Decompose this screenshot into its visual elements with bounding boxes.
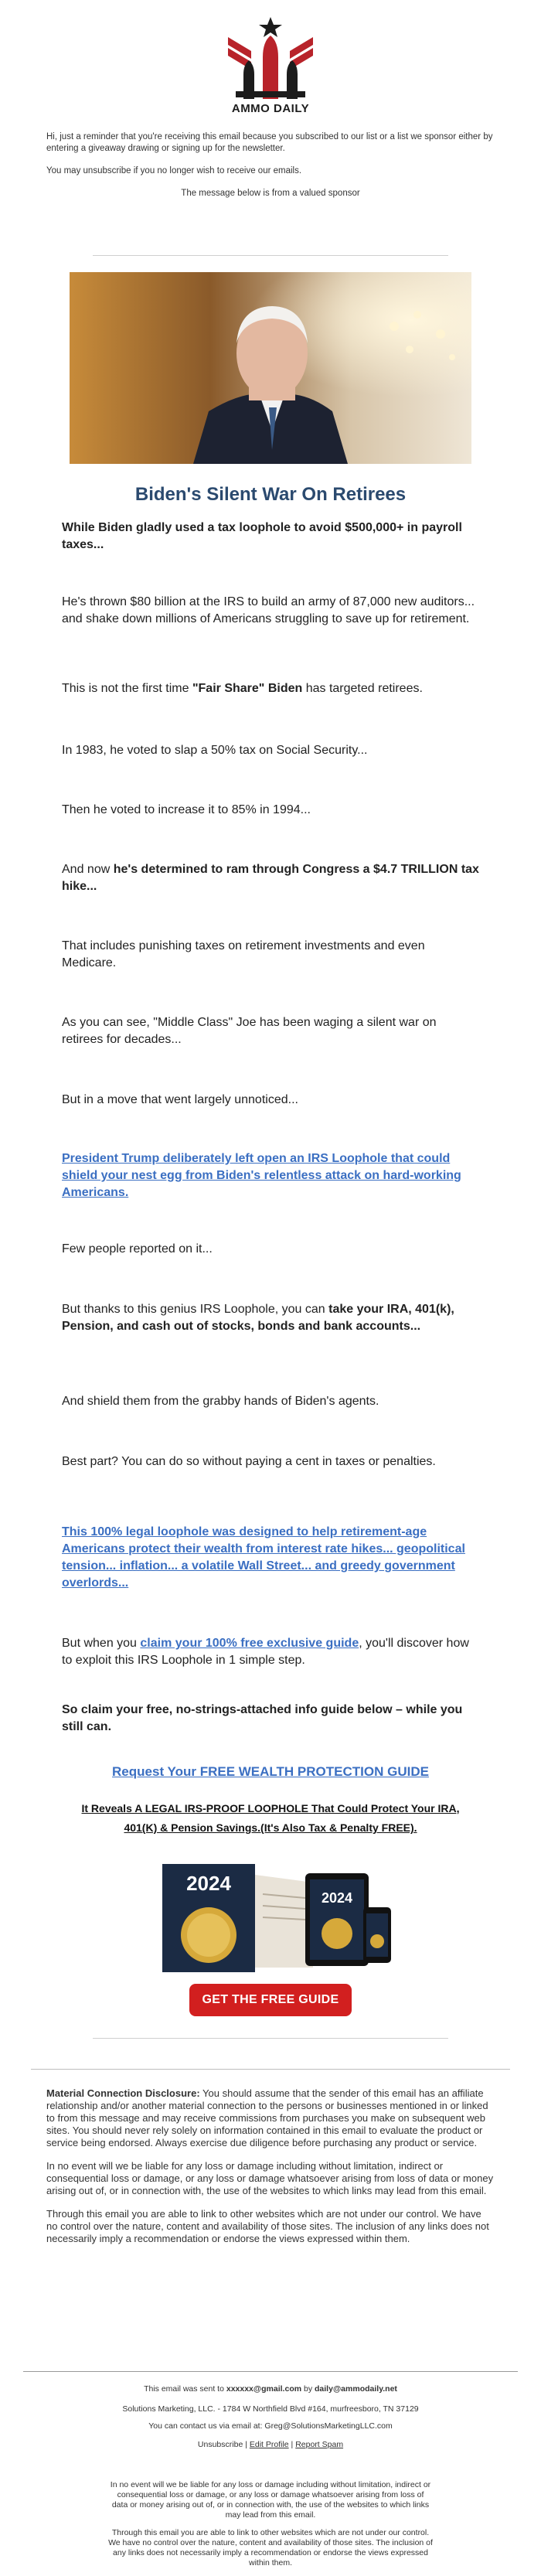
unsubscribe-note: You may unsubscribe if you no longer wish to receive our emails.	[46, 166, 302, 175]
divider	[93, 255, 448, 256]
guide-year-label: 2024	[186, 1872, 231, 1895]
disclosure-section	[46, 2087, 495, 2256]
paragraph-10	[62, 1150, 479, 1201]
edit-profile-link[interactable]: Edit Profile	[249, 2440, 289, 2449]
ammo-daily-logo-icon	[220, 14, 321, 105]
legal-loophole-link[interactable]: This 100% legal loophole was designed to help retirement-age Americans protect their wealth from interest rate hikes... geopolitical tension... inflation... a volatile Wall Street... and greedy government overlords...	[62, 1525, 465, 1590]
paragraph-7: That includes punishing taxes on retirement investments and even Medicare.	[62, 939, 425, 969]
paragraph-6: And now he's determined to ram through Congress a $4.7 TRILLION tax hike...	[62, 863, 479, 893]
liability-disclaimer: In no event will we be liable for any loss or damage including without limitation, indirect or consequential loss or damage, or any loss or damage whatsoever arising from loss of data or money arising out of, or in connection with, the use of the websites to which links may lead from this email.	[46, 2160, 494, 2196]
footer-disclaimers	[108, 2480, 433, 2576]
trump-loophole-link[interactable]: President Trump deliberately left open an IRS Loophole that could shield your nest egg from Biden's relentless attack on hard-working Americans.	[62, 1152, 461, 1199]
divider	[23, 2371, 518, 2372]
paragraph-8: As you can see, "Middle Class" Joe has been waging a silent war on retirees for decades...	[62, 1016, 437, 1046]
header-logo	[0, 0, 541, 131]
footer-links-disclaimer: Through this email you are able to link to other websites which are not under our control. We have no control over the nature, content and availability of those sites. The inclusion of any links does not necessarily imply a recommendation or endorse the views expressed within them.	[108, 2528, 433, 2567]
claim-guide-link[interactable]: claim your 100% free exclusive guide	[140, 1637, 359, 1650]
paragraph-11: Few people reported on it...	[62, 1242, 213, 1256]
material-connection-disclosure: Material Connection Disclosure: You should assume that the sender of this email has an affiliate relationship and/or another material connection to the persons or businesses mentioned in or linked to from this message and may receive commissions from purchases you make on subsequent web sites. You should never rely solely on information contained in this email to evaluate the product or service being endorsed. Always exercise due diligence before purchasing any product or service.	[46, 2087, 488, 2148]
cta-request-guide-link[interactable]: Request Your FREE WEALTH PROTECTION GUIDE	[112, 1764, 429, 1779]
recipient-email: xxxxxx@gmail.com	[226, 2384, 302, 2394]
sponsor-note: The message below is from a valued sponsor	[181, 189, 360, 198]
divider	[31, 2069, 510, 2070]
sender-email: daily@ammodaily.net	[315, 2384, 397, 2394]
footer-contact: You can contact us via email at: Greg@SolutionsMarketingLLC.com	[148, 2421, 393, 2431]
cta-loophole-subtitle-link[interactable]: It Reveals A LEGAL IRS-PROOF LOOPHOLE That Could Protect Your IRA, 401(K) & Pension Savings.(It's Also Tax & Penalty FREE).	[81, 1802, 460, 1834]
report-spam-link[interactable]: Report Spam	[295, 2440, 344, 2449]
paragraph-15	[62, 1524, 479, 1592]
hero-photo[interactable]	[70, 272, 471, 464]
paragraph-12: But thanks to this genius IRS Loophole, you can take your IRA, 401(k), Pension, and cash out of stocks, bonds and bank accounts...	[62, 1303, 454, 1333]
article-headline: Biden's Silent War On Retirees	[134, 484, 407, 505]
paragraph-17: So claim your free, no-strings-attached info guide below – while you still can.	[62, 1703, 463, 1733]
unsubscribe-link[interactable]: Unsubscribe |	[197, 2440, 250, 2449]
paragraph-13: And shield them from the grabby hands of Biden's agents.	[62, 1395, 379, 1408]
subscription-reminder: Hi, just a reminder that you're receiving this email because you subscribed to our list or a list we sponsor either by entering a giveaway drawing or signing up for the newsletter.	[46, 132, 493, 153]
intro-notice	[0, 131, 541, 199]
footer-address: Solutions Marketing, LLC. - 1784 W Northfield Blvd #164, murfreesboro, TN 37129	[122, 2404, 419, 2414]
external-links-disclaimer: Through this email you are able to link to other websites which are not under our control. We have no control over the nature, content and availability of those sites. The inclusion of any links does not necessarily imply a recommendation or endorse the views expressed within them.	[46, 2208, 489, 2244]
tablet-guide-year: 2024	[321, 1890, 353, 1906]
paragraph-9: But in a move that went largely unnoticed...	[62, 1093, 298, 1106]
paragraph-14: Best part? You can do so without paying a cent in taxes or penalties.	[62, 1455, 436, 1468]
guide-product-image[interactable]	[147, 1859, 394, 1975]
logo-wordmark: AMMO DAILY	[231, 102, 310, 115]
get-free-guide-button[interactable]: GET THE FREE GUIDE	[189, 1984, 352, 2016]
divider	[93, 2038, 448, 2039]
footer-liability: In no event will we be liable for any loss or damage including without limitation, indirect or consequential loss or damage, or any loss or damage whatsoever arising from loss of data or money arising out of, or in connection with, the use of the websites to which links may lead from this email.	[110, 2480, 431, 2520]
paragraph-2: He's thrown $80 billion at the IRS to build an army of 87,000 new auditors... and shake down millions of Americans struggling to save up for retirement.	[62, 595, 475, 625]
footer-sent-to: This email was sent to xxxxxx@gmail.com by daily@ammodaily.net	[144, 2384, 397, 2394]
paragraph-16: But when you claim your 100% free exclusive guide, you'll discover how to exploit this IRS Loophole in 1 simple step.	[62, 1637, 469, 1667]
footer-links: Unsubscribe | Edit Profile | Report Spam	[197, 2440, 344, 2449]
paragraph-4: In 1983, he voted to slap a 50% tax on Social Security...	[62, 744, 368, 757]
paragraph-5: Then he voted to increase it to 85% in 1994...	[62, 803, 311, 816]
paragraph-3: This is not the first time "Fair Share" Biden has targeted retirees.	[62, 682, 423, 695]
paragraph-1: While Biden gladly used a tax loophole to avoid $500,000+ in payroll taxes...	[62, 521, 462, 551]
